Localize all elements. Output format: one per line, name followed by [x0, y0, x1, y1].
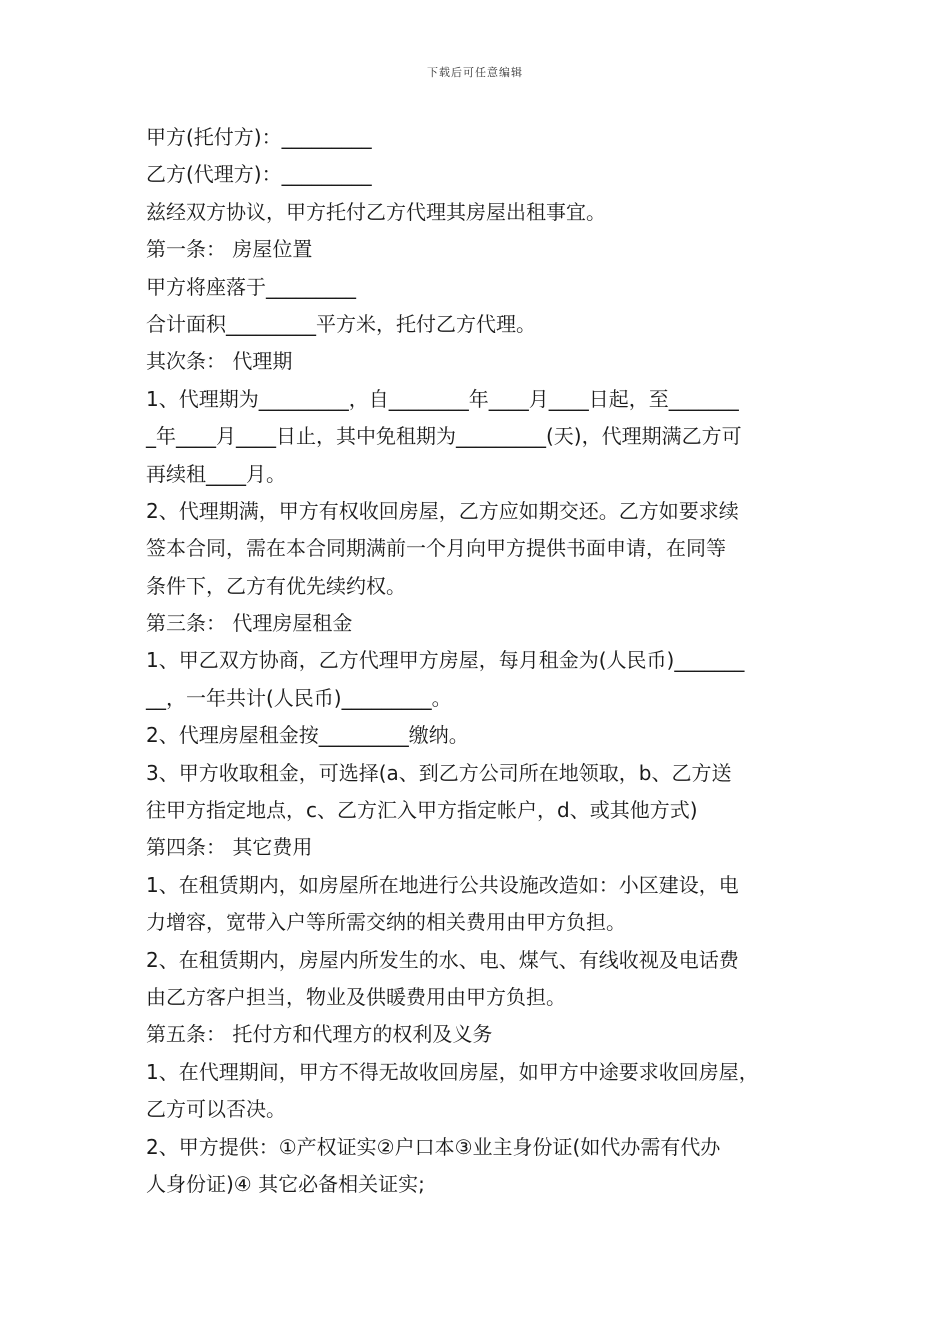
article-3-line-3: 2、代理房屋租金按_________缴纳。: [146, 723, 469, 748]
preamble-line: 兹经双方协议，甲方托付乙方代理其房屋出租事宜。: [146, 199, 606, 224]
article-5-line-3: 2、甲方提供：①产权证实②户口本③业主身份证(如代办需有代办: [146, 1134, 721, 1159]
article-3-line-1: 1、甲乙双方协商，乙方代理甲方房屋，每月租金为(人民币)_______: [146, 648, 745, 673]
article-5-line-1: 1、在代理期间，甲方不得无故收回房屋，如甲方中途要求收回房屋，: [146, 1059, 759, 1084]
article-5-heading: 第五条： 托付方和代理方的权利及义务: [146, 1022, 493, 1047]
article-2-line-2: _年____月____日止，其中免租期为_________(天)，代理期满乙方可: [146, 424, 742, 449]
article-2-heading: 其次条： 代理期: [146, 349, 293, 374]
article-2-line-3: 再续租____月。: [146, 461, 286, 486]
article-3-heading: 第三条： 代理房屋租金: [146, 611, 353, 636]
article-2-line-5: 签本合同，需在本合同期满前一个月向甲方提供书面申请，在同等: [146, 536, 726, 561]
article-4-line-3: 2、在租赁期内，房屋内所发生的水、电、煤气、有线收视及电话费: [146, 947, 739, 972]
article-2-line-4: 2、代理期满，甲方有权收回房屋，乙方应如期交还。乙方如要求续: [146, 498, 739, 523]
article-4-line-4: 由乙方客户担当，物业及供暖费用由甲方负担。: [146, 984, 566, 1009]
article-5-line-2: 乙方可以否决。: [146, 1097, 286, 1122]
article-3-line-4: 3、甲方收取租金，可选择(a、到乙方公司所在地领取，b、乙方送: [146, 760, 732, 785]
party-a-line: 甲方(托付方)：_________: [146, 125, 372, 149]
article-1-line-2: 合计面积_________平方米，托付乙方代理。: [146, 311, 536, 336]
article-3-line-5: 往甲方指定地点，c、乙方汇入甲方指定帐户，d、或其他方式): [146, 798, 698, 823]
document-body: [146, 119, 816, 1203]
article-4-heading: 第四条： 其它费用: [146, 835, 313, 860]
page-header: 下载后可任意编辑: [427, 66, 523, 79]
party-b-line: 乙方(代理方)：_________: [146, 162, 372, 187]
article-3-line-2: __，一年共计(人民币)_________。: [146, 685, 452, 710]
article-2-line-1: 1、代理期为_________，自________年____月____日起，至_______: [146, 386, 739, 411]
article-2-line-6: 条件下，乙方有优先续约权。: [146, 573, 406, 598]
article-1-line-1: 甲方将座落于_________: [146, 274, 356, 299]
article-4-line-1: 1、在租赁期内，如房屋所在地进行公共设施改造如：小区建设，电: [146, 872, 739, 897]
article-4-line-2: 力增容，宽带入户等所需交纳的相关费用由甲方负担。: [146, 910, 626, 935]
article-5-line-4: 人身份证)④ 其它必备相关证实;: [146, 1171, 425, 1196]
article-1-heading: 第一条： 房屋位置: [146, 237, 313, 262]
